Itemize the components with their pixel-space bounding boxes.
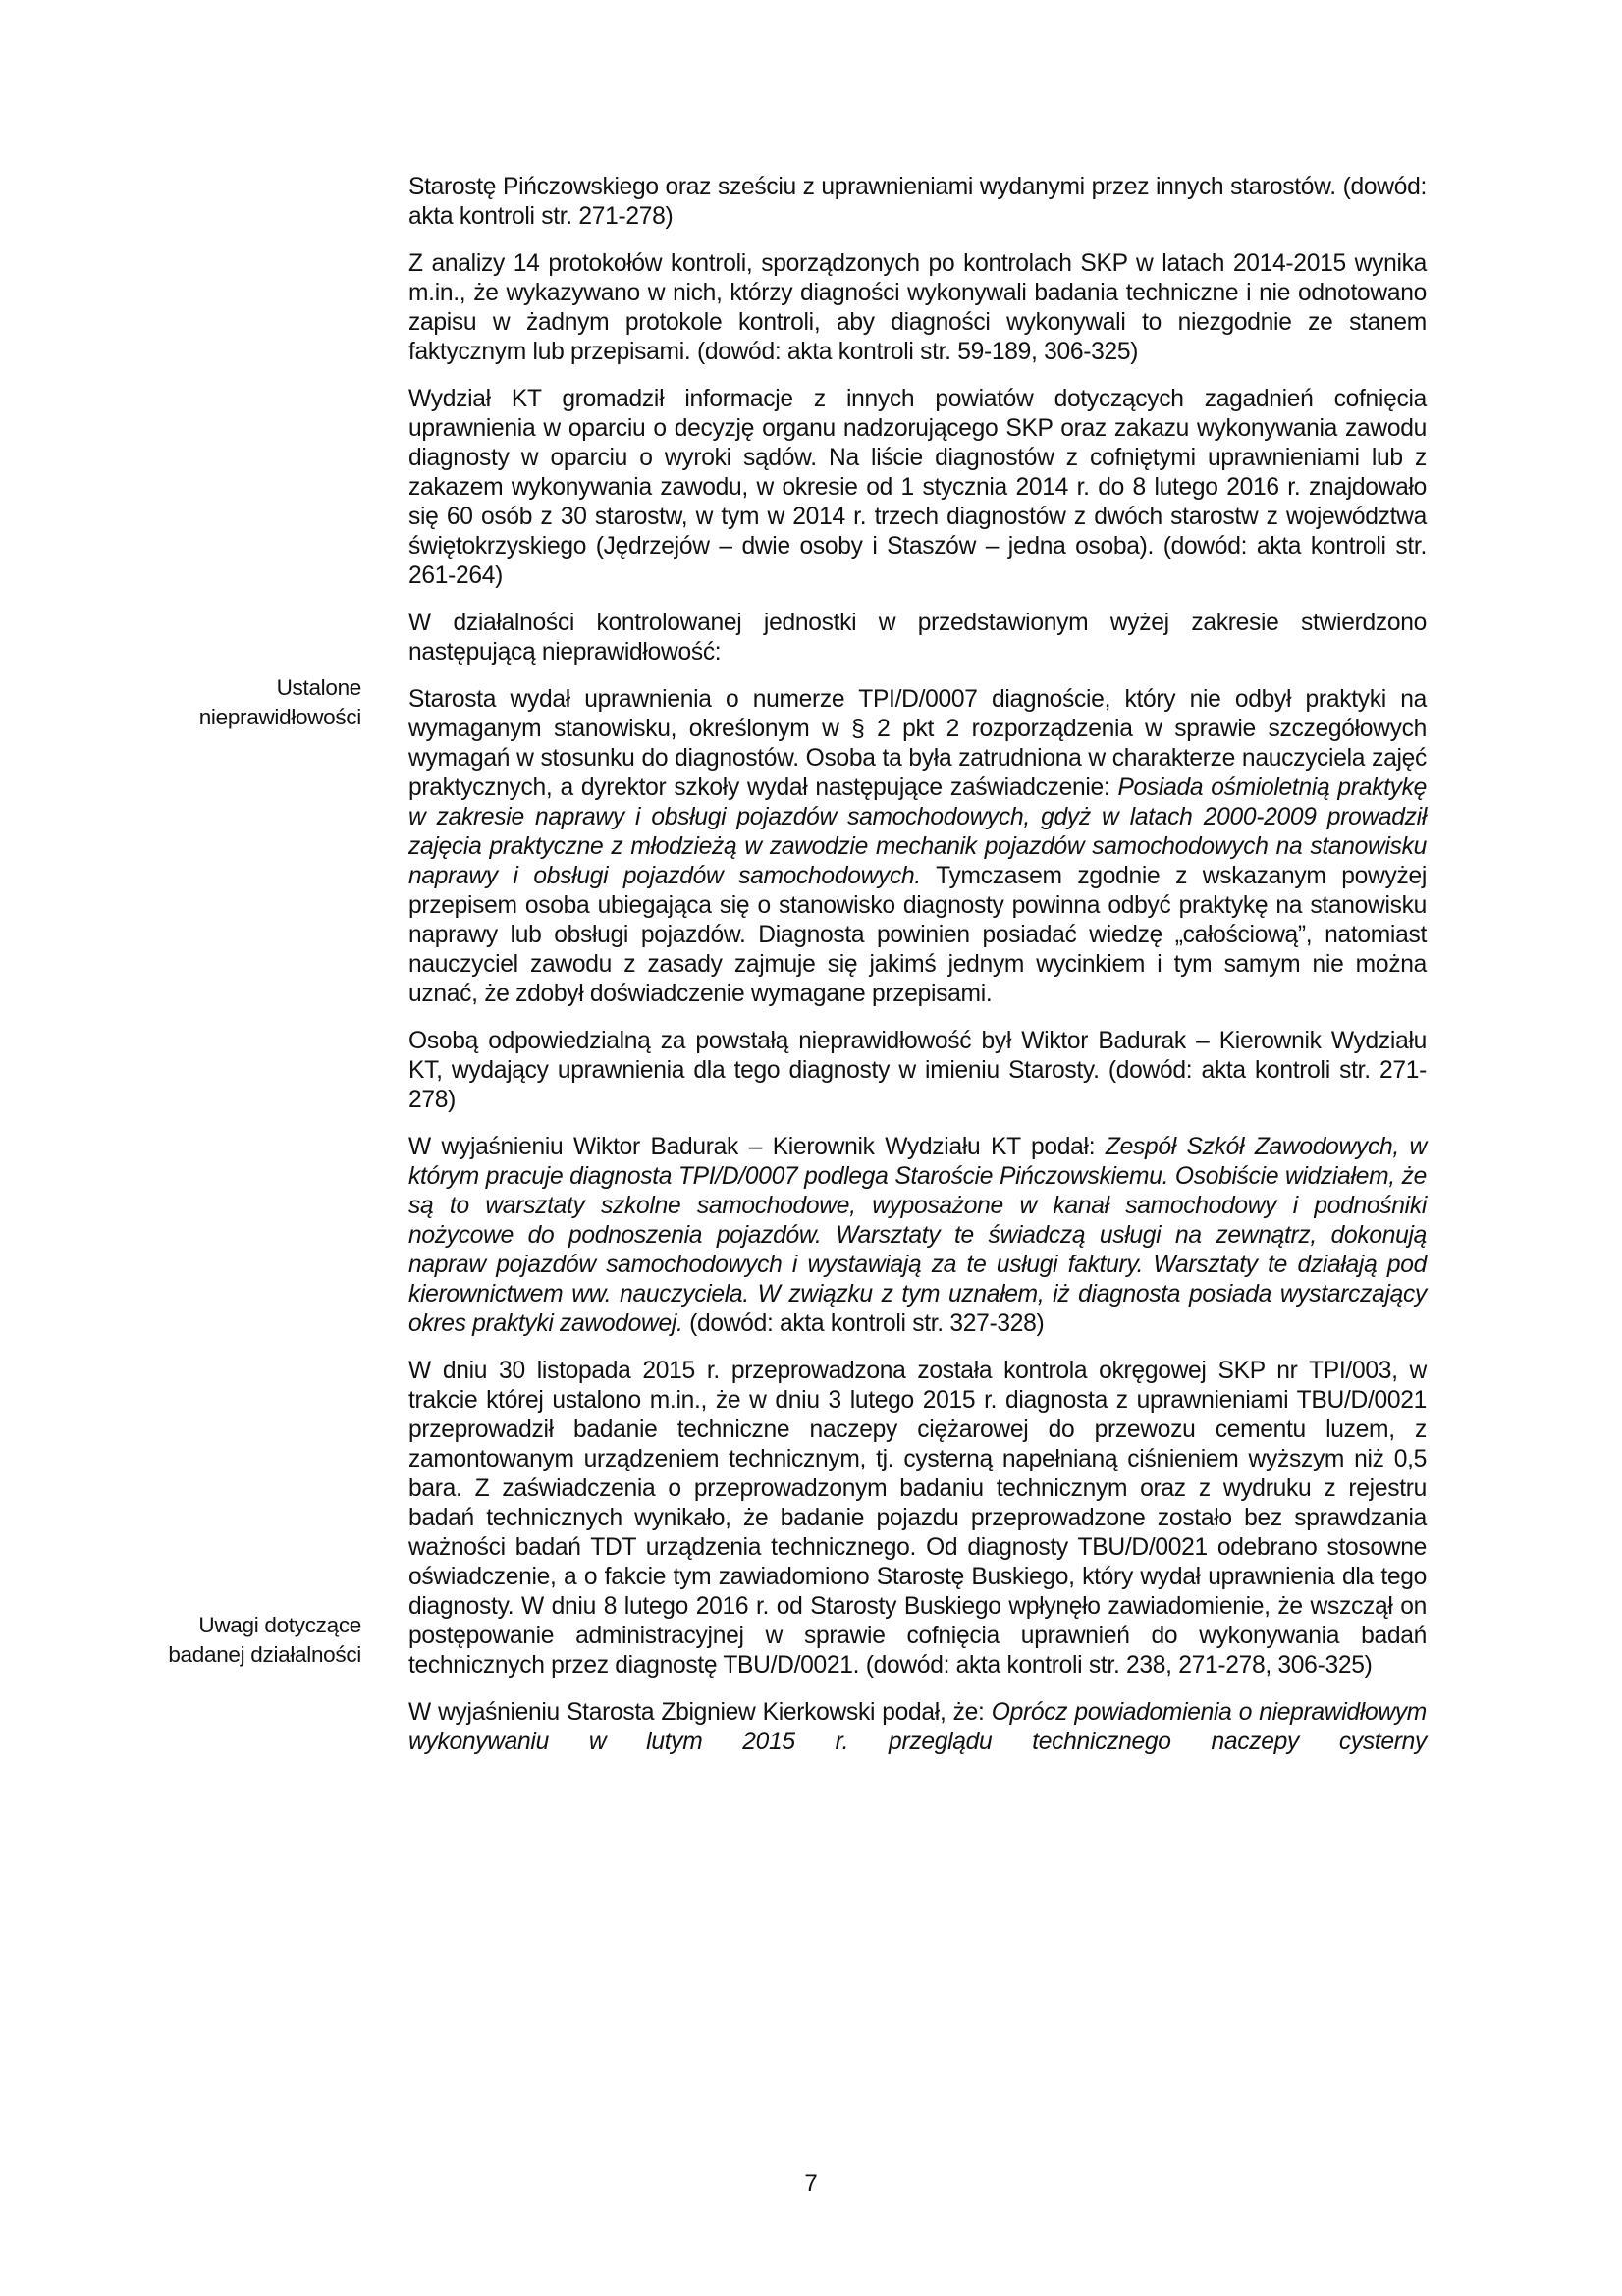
- paragraph-5-text-b: Tymczasem zgodnie z wskazanym powyżej przepisem osoba ubiegająca się o stanowisko diagnosty powinna odbyć praktykę na stanowisku naprawy lub obsługi pojazdów. Diagnosta powinien posiadać wiedzę „całościową”, natomiast nauczyciel zawodu z zasady zajmuje się jakimś jednym wycinkiem i tym samym nie można uznać, że zdobył doświadczenie wymagane przepisami.: [408, 863, 1427, 1007]
- paragraph-7-quote: Zespół Szkół Zawodowych, w którym pracuje diagnosta TPI/D/0007 podlega Staroście Pińczowskiemu. Osobiście widziałem, że są to warsztaty szkolne samochodowe, wyposażone w kanał samochodowy i podnośniki nożycowe do podnoszenia pojazdów. Warsztaty te świadczą usługi na zewnątrz, dokonują napraw pojazdów samochodowych i wystawiają za te usługi faktury. Warsztaty te działają pod kierownictwem ww. nauczyciela. W związku z tym uznałem, iż diagnosta posiada wystarczający okres praktyki zawodowej.: [408, 1134, 1427, 1337]
- main-text-column: [408, 173, 1427, 1775]
- paragraph-8: W dniu 30 listopada 2015 r. przeprowadzona została kontrola okręgowej SKP nr TPI/003, w trakcie której ustalono m.in., że w dniu 3 lutego 2015 r. diagnosta z uprawnieniami TBU/D/0021 przeprowadził badanie techniczne naczepy ciężarowej do przewozu cementu luzem, z zamontowanym urządzeniem technicznym, tj. cysterną napełnianą ciśnieniem wyższym niż 0,5 bara. Z zaświadczenia o przeprowadzonym badaniu technicznym oraz z wydruku z rejestru badań technicznych wynikało, że badanie pojazdu przeprowadzone zostało bez sprawdzania ważności badań TDT urządzenia technicznego. Od diagnosty TBU/D/0021 odebrano stosowne oświadczenie, a o fakcie tym zawiadomiono Starostę Buskiego, który wydał uprawnienia dla tego diagnosty. W dniu 8 lutego 2016 r. od Starosty Buskiego wpłynęło zawiadomienie, że wszczął on postępowanie administracyjnej w sprawie cofnięcia uprawnień do wykonywania badań technicznych przez diagnostę TBU/D/0021. (dowód: akta kontroli str. 238, 271-278, 306-325): [408, 1358, 1427, 1679]
- paragraph-7-text-a: W wyjaśnieniu Wiktor Badurak – Kierownik Wydziału KT podał:: [408, 1134, 1106, 1160]
- paragraph-4: W działalności kontrolowanej jednostki w przedstawionym wyżej zakresie stwierdzono następującą nieprawidłowość:: [408, 610, 1427, 666]
- paragraph-5-quote: Posiada ośmioletnią praktykę w zakresie naprawy i obsługi pojazdów samochodowych, gdyż w latach 2000-2009 prowadził zajęcia praktyczne z młodzieżą w zawodzie mechanik pojazdów samochodowych na stanowisku naprawy i obsługi pojazdów samochodowych.: [408, 774, 1427, 889]
- paragraph-5: [408, 685, 1427, 1009]
- paragraph-9-quote: Oprócz powiadomienia o nieprawidłowym wykonywaniu w lutym 2015 r. przeglądu technicznego naczepy cysterny: [408, 1699, 1427, 1755]
- margin-note-ustalone: Ustalone nieprawidłowości: [198, 675, 361, 729]
- paragraph-1: Starostę Pińczowskiego oraz sześciu z uprawnieniami wydanymi przez innych starostów. (dowód: akta kontroli str. 271-278): [408, 174, 1427, 230]
- paragraph-6: Osobą odpowiedzialną za powstałą nieprawidłowość był Wiktor Badurak – Kierownik Wydziału KT, wydający uprawnienia dla tego diagnosty w imieniu Starosty. (dowód: akta kontroli str. 271-278): [408, 1028, 1427, 1113]
- page-number: 7: [804, 2170, 818, 2197]
- paragraph-2: Z analizy 14 protokołów kontroli, sporządzonych po kontrolach SKP w latach 2014-2015 wynika m.in., że wykazywano w nich, którzy diagności wykonywali badania techniczne i nie odnotowano zapisu w żadnym protokole kontroli, aby diagności wykonywali to niezgodnie ze stanem faktycznym lub przepisami. (dowód: akta kontroli str. 59-189, 306-325): [408, 250, 1427, 365]
- paragraph-9-text-a: W wyjaśnieniu Starosta Zbigniew Kierkowski podał, że:: [408, 1699, 992, 1726]
- paragraph-7: [408, 1133, 1427, 1339]
- paragraph-3: Wydział KT gromadził informacje z innych powiatów dotyczących zagadnień cofnięcia uprawnienia w oparciu o decyzję organu nadzorującego SKP oraz zakazu wykonywania zawodu diagnosty w oparciu o wyroki sądów. Na liście diagnostów z cofniętymi uprawnieniami lub z zakazem wykonywania zawodu, w okresie od 1 stycznia 2014 r. do 8 lutego 2016 r. znajdowało się 60 osób z 30 starostw, w tym w 2014 r. trzech diagnostów z dwóch starostw z województwa świętokrzyskiego (Jędrzejów – dwie osoby i Staszów – jedna osoba). (dowód: akta kontroli str. 261-264): [408, 386, 1427, 589]
- paragraph-9: [408, 1698, 1427, 1757]
- margin-note-uwagi: Uwagi dotyczące badanej działalności: [168, 1613, 361, 1667]
- paragraph-7-text-b: (dowód: akta kontroli str. 327-328): [682, 1310, 1045, 1337]
- paragraph-5-text-a: Starosta wydał uprawnienia o numerze TPI/D/0007 diagnoście, który nie odbył praktyki na wymaganym stanowisku, określonym w § 2 pkt 2 rozporządzenia w sprawie szczegółowych wymagań w stosunku do diagnostów. Osoba ta była zatrudniona w charakterze nauczyciela zajęć praktycznych, a dyrektor szkoły wydał następujące zaświadczenie:: [408, 686, 1427, 801]
